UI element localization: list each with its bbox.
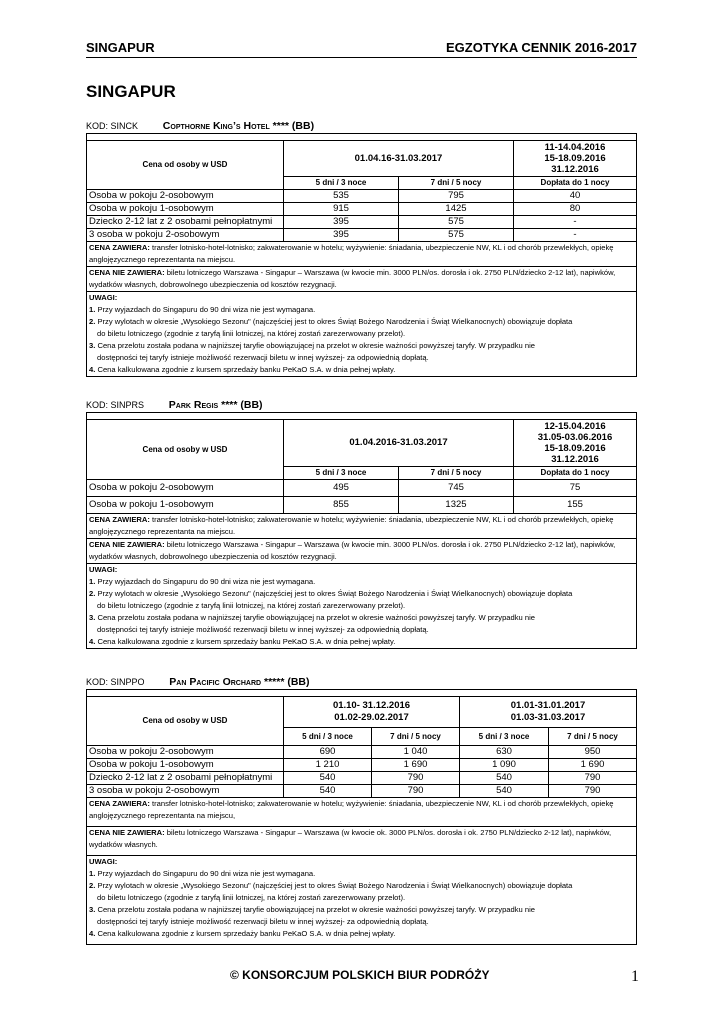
period-2: 11-14.04.2016 15-18.09.2016 31.12.2016 [514,141,637,177]
remarks-note: UWAGI: 1. Przy wyjazdach do Singapuru do 90 dni wiza nie jest wymagana. 2. Przy wylotach w okresie „Wysokiego Sezonu" (najczęściej jest to okres Świąt Bożego Narodzenia i Świąt Wielkanocnych) obowiązuje dopłata do biletu lotniczego (zgodnie z taryfą linii lotniczej, na której zostań zarezerwowany przelot). 3. Cena przelotu została podana w najniższej taryfie obowiązującej na przelot w okresie ważności powyższej taryfy. W przypadku nie dostępności tej taryfy istnieje możliwość rezerwacji biletu w innej wyższej- za odpowiednią dopłatą. 4. Cena kalkulowana zgodnie z kursem sprzedaży banku PeKaO S.A. w dnia pełnej wpłaty. [87,292,637,377]
price-label: Cena od osoby w USD [87,420,284,480]
hotel2-heading [86,399,263,411]
period-1: 01.04.16-31.03.2017 [284,141,514,177]
hotel1-name: Copthorne King’s Hotel **** (BB) [162,120,315,132]
table-row: Osoba w pokoju 2-osobowym 535 795 40 [87,190,637,203]
hotel3-name: Pan Pacific Orchard ***** (BB) [169,676,310,688]
table-row: Osoba w pokoju 1-osobowym 915 1425 80 [87,203,637,216]
period-2: 01.01-31.01.2017 01.03-31.03.2017 [460,697,637,728]
period-2: 12-15.04.2016 31.05-03.06.2016 15-18.09.2016 31.12.2016 [514,420,637,467]
col-header: 5 dni / 3 noce [284,467,399,480]
excludes-note: CENA NIE ZAWIERA: biletu lotniczego Warszawa - Singapur – Warszawa (w kwocie ok. 3000 PLN/os. dorosła i ok. 2750 PLN/dziecko 2-12 lat), napiwków, wydatków własnych. [87,827,637,856]
table-row: Dziecko 2-12 lat z 2 osobami pełnopłatnymi 395 575 - [87,216,637,229]
header-right: EGZOTYKA CENNIK 2016-2017 [446,40,637,55]
col-header: 7 dni / 5 nocy [372,728,460,746]
col-header: Dopłata do 1 nocy [514,467,637,480]
period-1: 01.04.2016-31.03.2017 [284,420,514,467]
col-header: 7 dni / 5 nocy [399,467,514,480]
excludes-note: CENA NIE ZAWIERA: biletu lotniczego Warszawa - Singapur – Warszawa (w kwocie min. 3000 PLN/os. dorosła i ok. 2750 PLN/dziecko 2-12 lat), napiwków, wydatków własnych, dobrowolnego ubezpieczenia od kosztów rezygnacji. [87,539,637,564]
period-1: 01.10- 31.12.2016 01.02-29.02.2017 [284,697,460,728]
hotel2-price-table [86,412,637,649]
remarks-note: UWAGI: 1. Przy wyjazdach do Singapuru do 90 dni wiza nie jest wymagana. 2. Przy wylotach w okresie „Wysokiego Sezonu" (najczęściej jest to okres Świąt Bożego Narodzenia i Świąt Wielkanocnych) obowiązuje dopłata do biletu lotniczego (zgodnie z taryfą linii lotniczej, na której zostań zarezerwowany przelot). 3. Cena przelotu została podana w najniższej taryfie obowiązującej na przelot w okresie ważności powyższej taryfy. W przypadku nie dostępności tej taryfy istnieje możliwość rezerwacji biletu w innej wyższej- za odpowiednią dopłatą. 4. Cena kalkulowana zgodnie z kursem sprzedaży banku PeKaO S.A. w dnia pełnej wpłaty. [87,856,637,945]
hotel1-heading [86,120,314,132]
includes-note: CENA ZAWIERA: transfer lotnisko-hotel-lotnisko; zakwaterowanie w hotelu; wyżywienie: śniadania, ubezpieczenie NW, KL i od chorób przewlekłych, opiekę anglojęzycznego reprezentanta na miejscu, [87,798,637,827]
hotel1-code: KOD: SINCK [86,121,139,131]
table-row: 3 osoba w pokoju 2-osobowym 395 575 - [87,229,637,242]
page-title: SINGAPUR [86,82,176,101]
table-row: 3 osoba w pokoju 2-osobowym 540 790 540 790 [87,785,637,798]
table-row: Osoba w pokoju 1-osobowym 855 1325 155 [87,497,637,514]
price-label: Cena od osoby w USD [87,141,284,190]
page-header [86,40,637,58]
table-row: Dziecko 2-12 lat z 2 osobami pełnopłatnymi 540 790 540 790 [87,772,637,785]
col-header: 5 dni / 3 noce [460,728,549,746]
hotel3-heading [86,676,310,688]
remarks-note: UWAGI: 1. Przy wyjazdach do Singapuru do 90 dni wiza nie jest wymagana. 2. Przy wylotach w okresie „Wysokiego Sezonu" (najczęściej jest to okres Świąt Bożego Narodzenia i Świąt Wielkanocnych) obowiązuje dopłata do biletu lotniczego (zgodnie z taryfą linii lotniczej, na której zostań zarezerwowany przelot). 3. Cena przelotu została podana w najniższej taryfie obowiązującej na przelot w okresie ważności powyższej taryfy. W przypadku nie dostępności tej taryfy istnieje możliwość rezerwacji biletu w innej wyższej- za odpowiednią dopłatą. 4. Cena kalkulowana zgodnie z kursem sprzedaży banku PeKaO S.A. w dnia pełnej wpłaty. [87,564,637,649]
table-row: Osoba w pokoju 1-osobowym 1 210 1 690 1 090 1 690 [87,759,637,772]
col-header: 7 dni / 5 nocy [549,728,637,746]
hotel1-price-table [86,133,637,377]
header-left: SINGAPUR [86,40,155,55]
excludes-note: CENA NIE ZAWIERA: biletu lotniczego Warszawa - Singapur – Warszawa (w kwocie min. 3000 PLN/os. dorosła i ok. 2750 PLN/dziecko 2-12 lat), napiwków, wydatków własnych, dobrowolnego ubezpieczenia od kosztów rezygnacji. [87,267,637,292]
includes-note: CENA ZAWIERA: transfer lotnisko-hotel-lotnisko; zakwaterowanie w hotelu; wyżywienie: śniadania, ubezpieczenie NW, KL i od chorób przewlekłych, opiekę anglojęzycznego reprezentanta na miejscu. [87,242,637,267]
includes-note: CENA ZAWIERA: transfer lotnisko-hotel-lotnisko; zakwaterowanie w hotelu; wyżywienie: śniadania, ubezpieczenie NW, KL i od chorób przewlekłych, opiekę anglojęzycznego reprezentanta na miejscu. [87,514,637,539]
hotel3-code: KOD: SINPPO [86,677,145,687]
hotel3-price-table [86,689,637,945]
col-header: 5 dni / 3 noce [284,728,372,746]
col-header: Dopłata do 1 nocy [514,177,637,190]
col-header: 5 dni / 3 noce [284,177,399,190]
price-label: Cena od osoby w USD [87,697,284,746]
col-header: 7 dni / 5 nocy [399,177,514,190]
table-row: Osoba w pokoju 2-osobowym 690 1 040 630 950 [87,746,637,759]
page-number: 1 [631,968,639,985]
table-row: Osoba w pokoju 2-osobowym 495 745 75 [87,480,637,497]
footer-copyright: © KONSORCJUM POLSKICH BIUR PODRÓŻY [230,968,490,982]
hotel2-code: KOD: SINPRS [86,400,145,410]
hotel2-name: Park Regis **** (BB) [168,399,263,411]
